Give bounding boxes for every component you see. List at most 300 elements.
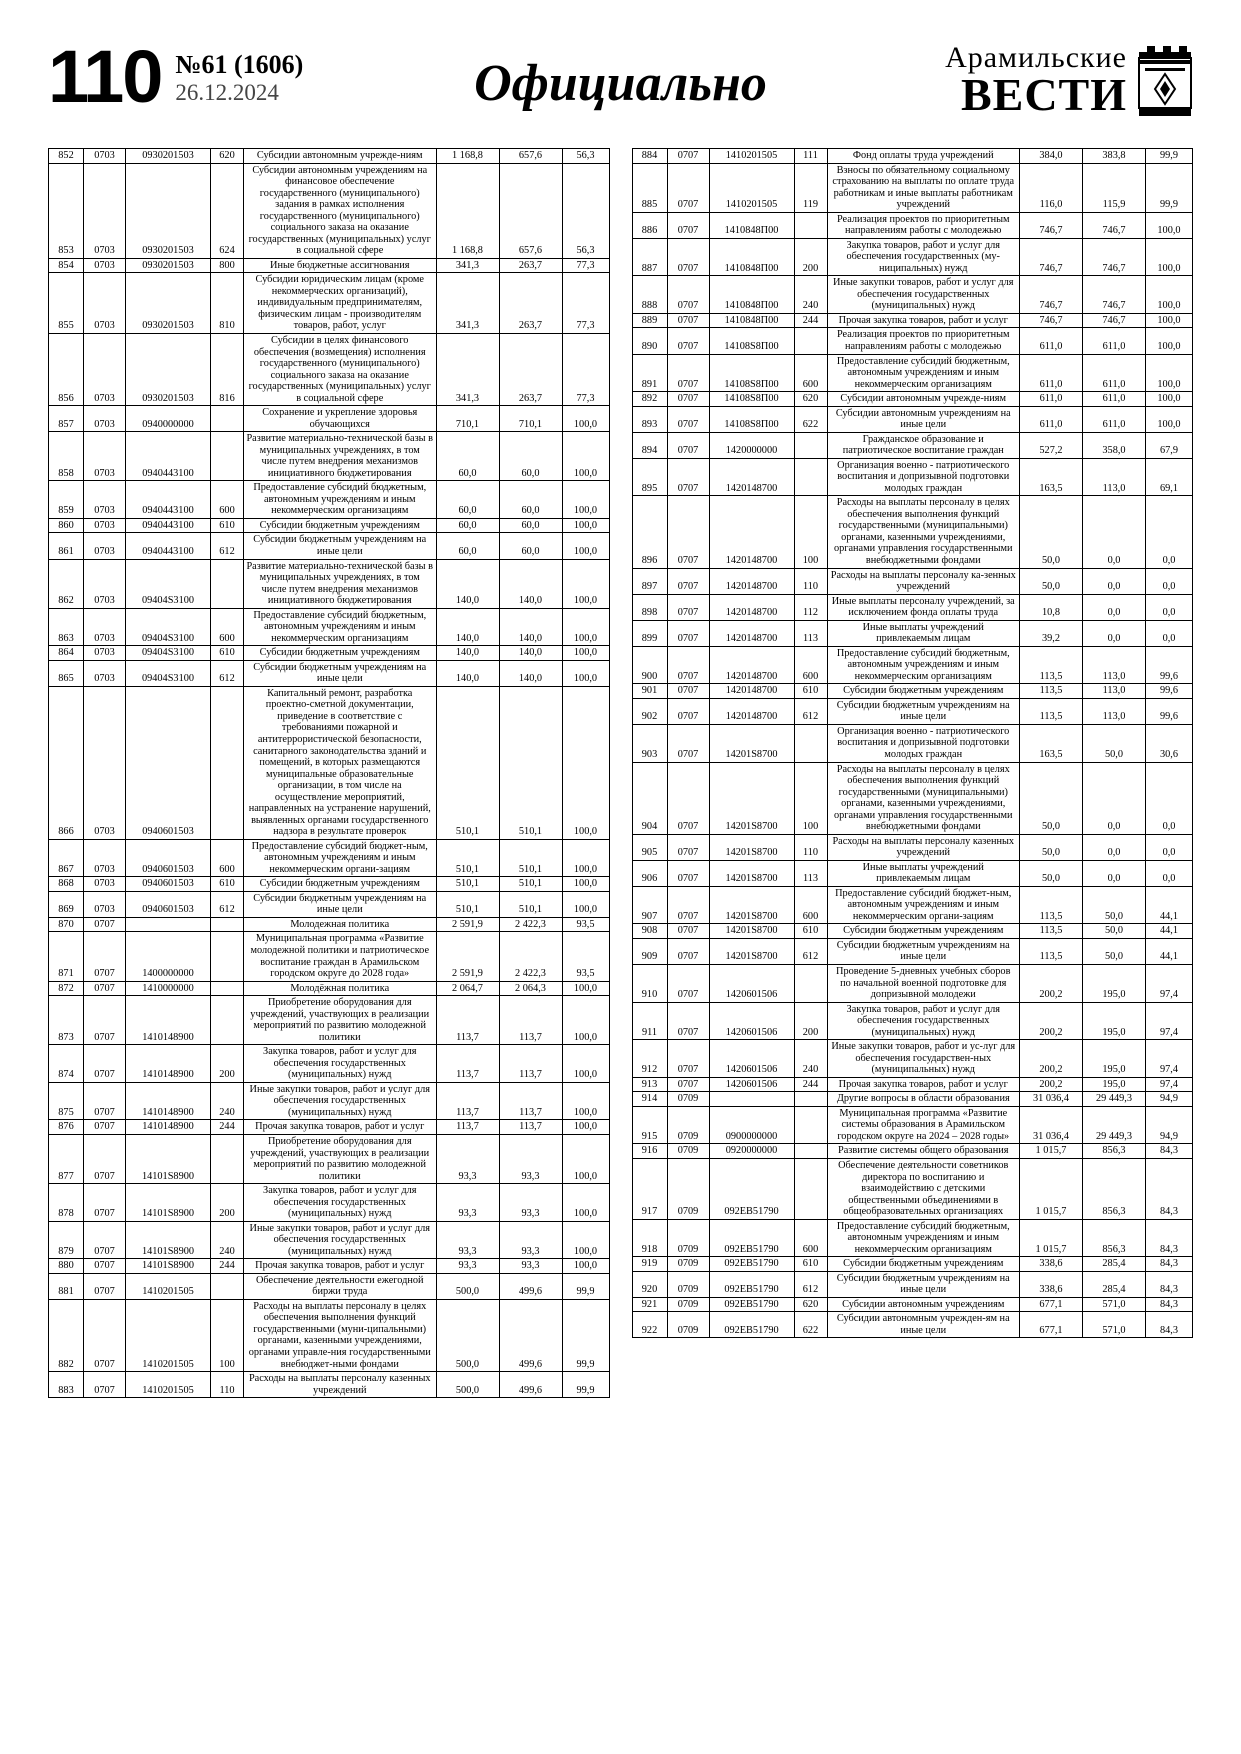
cell-sect: 0709	[667, 1312, 709, 1338]
cell-v3: 100,0	[1146, 212, 1193, 238]
cell-num: 864	[49, 646, 84, 661]
cell-vr	[211, 432, 244, 481]
table-row	[632, 276, 1193, 314]
cell-code: 0940443100	[126, 481, 211, 519]
cell-name: Организация военно - патриотического воспитания и допризывной подготовки молодых граждан	[827, 724, 1020, 762]
cell-v1: 113,5	[1020, 684, 1083, 699]
table-row	[49, 1372, 610, 1398]
cell-v2: 113,0	[1083, 646, 1146, 684]
cell-name: Муниципальная программа «Развитие системы образования в Арамильском городском округе на 2024 – 2028 годы»	[827, 1106, 1020, 1144]
table-row	[632, 1040, 1193, 1078]
cell-v3: 100,0	[562, 533, 609, 559]
cell-name: Предоставление субсидий бюджетным, автономным учреждениям и иным некоммерческим организациям	[827, 646, 1020, 684]
table-row	[49, 877, 610, 892]
cell-num: 909	[632, 938, 667, 964]
cell-num: 879	[49, 1221, 84, 1259]
cell-num: 889	[632, 313, 667, 328]
cell-name: Другие вопросы в области образования	[827, 1092, 1020, 1107]
cell-sect: 0707	[84, 1045, 126, 1083]
table-row	[632, 432, 1193, 458]
cell-v3: 100,0	[1146, 313, 1193, 328]
cell-sect: 0707	[667, 886, 709, 924]
budget-table-right	[632, 148, 1194, 1338]
cell-name: Расходы на выплаты персоналу казенных учреждений	[244, 1372, 437, 1398]
cell-code: 092ЕВ51790	[709, 1158, 794, 1219]
cell-v1: 140,0	[436, 646, 499, 661]
cell-v1: 200,2	[1020, 1040, 1083, 1078]
cell-num: 900	[632, 646, 667, 684]
cell-vr: 610	[794, 1257, 827, 1272]
cell-code: 1410848П00	[709, 212, 794, 238]
cell-v1: 93,3	[436, 1221, 499, 1259]
cell-sect: 0703	[84, 608, 126, 646]
cell-name: Проведение 5-дневных учебных сборов по начальной военной подготовке для допризывной молодежи	[827, 965, 1020, 1003]
cell-sect: 0703	[84, 518, 126, 533]
cell-sect: 0703	[84, 406, 126, 432]
table-row	[632, 568, 1193, 594]
table-row	[49, 1082, 610, 1120]
cell-vr	[794, 724, 827, 762]
cell-name: Субсидии юридическим лицам (кроме некоммерческих организаций), индивидуальным предпринимателям, физическим лицам - производителям товаров, работ, услуг	[244, 273, 437, 334]
cell-vr: 612	[794, 698, 827, 724]
cell-v1: 746,7	[1020, 212, 1083, 238]
cell-num: 890	[632, 328, 667, 354]
cell-code: 09404S3100	[126, 660, 211, 686]
cell-num: 855	[49, 273, 84, 334]
cell-v3: 99,6	[1146, 646, 1193, 684]
cell-name: Расходы на выплаты персоналу в целях обеспечения выполнения функций государственными (муни-ципальными) органами, казенными учреждениями, органами управле-ния государственными внебюджет-ными фондами	[244, 1299, 437, 1371]
cell-v3: 100,0	[562, 660, 609, 686]
cell-v2: 93,3	[499, 1134, 562, 1183]
cell-name: Предоставление субсидий бюджетным, автономным учреждениям и иным некоммерческим организациям	[827, 354, 1020, 392]
cell-num: 861	[49, 533, 84, 559]
cell-sect: 0707	[667, 568, 709, 594]
cell-v1: 163,5	[1020, 724, 1083, 762]
cell-sect: 0703	[84, 163, 126, 258]
cell-name: Иные закупки товаров, работ и услуг для обеспечения государственных (муниципальных) нужд	[244, 1082, 437, 1120]
cell-sect: 0707	[84, 1134, 126, 1183]
cell-code: 092ЕВ51790	[709, 1312, 794, 1338]
cell-num: 893	[632, 406, 667, 432]
cell-name: Субсидии бюджетным учреждениям	[827, 1257, 1020, 1272]
cell-v3: 99,9	[562, 1372, 609, 1398]
cell-v2: 358,0	[1083, 432, 1146, 458]
cell-v1: 2 064,7	[436, 981, 499, 996]
cell-code: 1410148900	[126, 996, 211, 1045]
cell-code: 1420601506	[709, 1040, 794, 1078]
cell-v2: 510,1	[499, 891, 562, 917]
cell-v2: 285,4	[1083, 1257, 1146, 1272]
cell-code: 0930201503	[126, 333, 211, 405]
cell-num: 892	[632, 392, 667, 407]
cell-v2: 113,7	[499, 1045, 562, 1083]
cell-v2: 140,0	[499, 660, 562, 686]
cell-code: 0940601503	[126, 877, 211, 892]
cell-code: 0940443100	[126, 533, 211, 559]
table-row	[632, 1271, 1193, 1297]
cell-v1: 500,0	[436, 1299, 499, 1371]
cell-v3: 97,4	[1146, 1040, 1193, 1078]
table-row	[632, 1257, 1193, 1272]
cell-v1: 338,6	[1020, 1257, 1083, 1272]
issue-number: №61 (1606)	[175, 50, 304, 79]
cell-name: Расходы на выплаты персоналу ка-зенных учреждений	[827, 568, 1020, 594]
table-row	[632, 1144, 1193, 1159]
cell-v1: 50,0	[1020, 834, 1083, 860]
cell-v3: 100,0	[1146, 328, 1193, 354]
cell-num: 869	[49, 891, 84, 917]
cell-num: 897	[632, 568, 667, 594]
cell-v3: 99,9	[562, 1299, 609, 1371]
cell-v3: 100,0	[562, 406, 609, 432]
table-row	[632, 1297, 1193, 1312]
cell-v1: 140,0	[436, 608, 499, 646]
cell-sect: 0709	[667, 1257, 709, 1272]
cell-sect: 0703	[84, 686, 126, 839]
cell-v3: 99,6	[1146, 684, 1193, 699]
cell-sect: 0707	[84, 932, 126, 981]
cell-v3: 84,3	[1146, 1312, 1193, 1338]
cell-num: 882	[49, 1299, 84, 1371]
cell-sect: 0707	[84, 1372, 126, 1398]
cell-vr: 119	[794, 163, 827, 212]
cell-v2: 2 422,3	[499, 917, 562, 932]
table-row	[632, 328, 1193, 354]
cell-v1: 500,0	[436, 1273, 499, 1299]
cell-v2: 60,0	[499, 432, 562, 481]
cell-num: 894	[632, 432, 667, 458]
cell-v1: 338,6	[1020, 1271, 1083, 1297]
cell-name: Прочая закупка товаров, работ и услуг	[827, 1077, 1020, 1092]
cell-vr: 610	[211, 877, 244, 892]
cell-v1: 2 591,9	[436, 917, 499, 932]
cell-sect: 0707	[84, 1273, 126, 1299]
cell-v3: 100,0	[562, 839, 609, 877]
cell-vr: 612	[794, 1271, 827, 1297]
cell-name: Субсидии бюджетным учреждениям на иные цели	[244, 891, 437, 917]
cell-v2: 29 449,3	[1083, 1092, 1146, 1107]
cell-name: Расходы на выплаты персоналу в целях обеспечения выполнения функций государственными (муниципальными) органами, казенными учреждениями, органами управления государственными внебюджетными фондами	[827, 762, 1020, 834]
cell-v3: 100,0	[562, 1082, 609, 1120]
table-row	[632, 762, 1193, 834]
cell-v3: 100,0	[562, 608, 609, 646]
cell-code: 092ЕВ51790	[709, 1297, 794, 1312]
cell-v2: 0,0	[1083, 860, 1146, 886]
cell-sect: 0703	[84, 559, 126, 608]
cell-num: 868	[49, 877, 84, 892]
cell-sect: 0707	[667, 698, 709, 724]
cell-v1: 60,0	[436, 481, 499, 519]
budget-table-left	[48, 148, 610, 1398]
cell-sect: 0707	[667, 924, 709, 939]
cell-code: 0940443100	[126, 518, 211, 533]
cell-vr: 112	[794, 594, 827, 620]
cell-v3: 84,3	[1146, 1158, 1193, 1219]
cell-vr: 200	[211, 1045, 244, 1083]
cell-vr: 816	[211, 333, 244, 405]
cell-v1: 746,7	[1020, 313, 1083, 328]
cell-v3: 100,0	[1146, 354, 1193, 392]
cell-sect: 0707	[667, 724, 709, 762]
cell-vr: 600	[211, 839, 244, 877]
cell-v3: 44,1	[1146, 938, 1193, 964]
cell-num: 857	[49, 406, 84, 432]
cell-sect: 0707	[667, 313, 709, 328]
cell-name: Закупка товаров, работ и услуг для обеспечения государственных (муниципальных) нужд	[244, 1045, 437, 1083]
cell-name: Предоставление субсидий бюджетным, автономным учреждениям и иным некоммерческим организациям	[244, 608, 437, 646]
cell-num: 866	[49, 686, 84, 839]
cell-num: 904	[632, 762, 667, 834]
cell-sect: 0707	[84, 1299, 126, 1371]
cell-vr: 610	[794, 684, 827, 699]
cell-v1: 113,5	[1020, 886, 1083, 924]
cell-name: Субсидии бюджетным учреждениям	[827, 924, 1020, 939]
cell-v2: 0,0	[1083, 568, 1146, 594]
cell-vr: 800	[211, 258, 244, 273]
cell-v1: 113,7	[436, 1120, 499, 1135]
cell-num: 914	[632, 1092, 667, 1107]
cell-code: 14201S8700	[709, 924, 794, 939]
cell-num: 913	[632, 1077, 667, 1092]
cell-v3: 84,3	[1146, 1219, 1193, 1257]
cell-sect: 0707	[667, 1002, 709, 1040]
cell-sect: 0709	[667, 1144, 709, 1159]
cell-v3: 77,3	[562, 333, 609, 405]
table-row	[632, 834, 1193, 860]
cell-name: Развитие системы общего образования	[827, 1144, 1020, 1159]
cell-vr: 612	[211, 533, 244, 559]
cell-num: 916	[632, 1144, 667, 1159]
cell-vr	[211, 996, 244, 1045]
cell-v2: 140,0	[499, 608, 562, 646]
cell-name: Субсидии в целях финансового обеспечения (возмещения) исполнения государственного (муниципального) социального заказа на оказание государственных (муниципальных) услуг в социальной сфере	[244, 333, 437, 405]
cell-name: Субсидии бюджетным учреждениям на иные цели	[244, 660, 437, 686]
cell-v1: 1 015,7	[1020, 1144, 1083, 1159]
cell-num: 907	[632, 886, 667, 924]
cell-name: Субсидии бюджетным учреждениям на иные цели	[244, 533, 437, 559]
cell-code: 0940601503	[126, 686, 211, 839]
cell-code: 1410148900	[126, 1120, 211, 1135]
cell-num: 906	[632, 860, 667, 886]
cell-v3: 100,0	[562, 891, 609, 917]
cell-num: 863	[49, 608, 84, 646]
cell-code: 14201S8700	[709, 834, 794, 860]
cell-sect: 0707	[667, 163, 709, 212]
cell-code: 14201S8700	[709, 860, 794, 886]
cell-v3: 56,3	[562, 149, 609, 164]
cell-vr: 620	[794, 1297, 827, 1312]
cell-code: 0930201503	[126, 163, 211, 258]
cell-name: Субсидии бюджетным учреждениям на иные цели	[827, 698, 1020, 724]
cell-num: 891	[632, 354, 667, 392]
cell-v3: 77,3	[562, 273, 609, 334]
cell-v1: 611,0	[1020, 328, 1083, 354]
cell-num: 852	[49, 149, 84, 164]
cell-v1: 341,3	[436, 258, 499, 273]
cell-vr: 600	[794, 354, 827, 392]
cell-v3: 84,3	[1146, 1257, 1193, 1272]
cell-v3: 100,0	[1146, 276, 1193, 314]
cell-v3: 97,4	[1146, 965, 1193, 1003]
cell-v1: 1 015,7	[1020, 1219, 1083, 1257]
cell-v3: 93,5	[562, 932, 609, 981]
cell-v1: 140,0	[436, 559, 499, 608]
left-column	[48, 148, 610, 1398]
cell-num: 883	[49, 1372, 84, 1398]
cell-sect: 0707	[667, 646, 709, 684]
table-row	[632, 1158, 1193, 1219]
cell-code: 1420148700	[709, 684, 794, 699]
table-row	[49, 1273, 610, 1299]
cell-vr: 110	[794, 834, 827, 860]
cell-name: Реализация проектов по приоритетным направлениям работы с молодежью	[827, 328, 1020, 354]
table-row	[632, 684, 1193, 699]
cell-name: Субсидии автономным учрежде-ниям	[827, 392, 1020, 407]
cell-v2: 113,7	[499, 1082, 562, 1120]
cell-num: 875	[49, 1082, 84, 1120]
cell-sect: 0703	[84, 333, 126, 405]
cell-vr: 610	[211, 518, 244, 533]
table-row	[49, 518, 610, 533]
cell-v3: 0,0	[1146, 496, 1193, 568]
cell-name: Приобретение оборудования для учреждений, участвующих в реализации мероприятий по развитию молодежной политики	[244, 996, 437, 1045]
cell-vr: 100	[211, 1299, 244, 1371]
cell-vr: 624	[211, 163, 244, 258]
cell-num: 877	[49, 1134, 84, 1183]
cell-v2: 50,0	[1083, 886, 1146, 924]
cell-num: 886	[632, 212, 667, 238]
cell-name: Обеспечение деятельности ежегодной биржи труда	[244, 1273, 437, 1299]
cell-code: 1420148700	[709, 568, 794, 594]
two-column-table-area	[48, 148, 1193, 1398]
table-row	[49, 1184, 610, 1222]
cell-v2: 746,7	[1083, 212, 1146, 238]
cell-name: Субсидии автономным учрежде-ниям	[244, 149, 437, 164]
cell-v3: 94,9	[1146, 1106, 1193, 1144]
cell-name: Предоставление субсидий бюджет-ным, автономным учреждениям и иным некоммерческим органи-зациям	[827, 886, 1020, 924]
cell-sect: 0707	[667, 762, 709, 834]
cell-sect: 0707	[667, 860, 709, 886]
cell-v3: 100,0	[562, 1259, 609, 1274]
cell-v2: 60,0	[499, 533, 562, 559]
cell-sect: 0703	[84, 432, 126, 481]
table-row	[49, 1221, 610, 1259]
cell-name: Иные бюджетные ассигнования	[244, 258, 437, 273]
cell-code: 1420148700	[709, 594, 794, 620]
cell-vr	[211, 686, 244, 839]
cell-code: 1410201505	[709, 149, 794, 164]
cell-v1: 50,0	[1020, 860, 1083, 886]
table-row	[49, 686, 610, 839]
cell-v1: 31 036,4	[1020, 1092, 1083, 1107]
cell-v1: 50,0	[1020, 762, 1083, 834]
cell-code: 0920000000	[709, 1144, 794, 1159]
cell-v3: 100,0	[562, 432, 609, 481]
cell-num: 854	[49, 258, 84, 273]
cell-num: 908	[632, 924, 667, 939]
cell-vr: 622	[794, 406, 827, 432]
cell-code: 14201S8700	[709, 724, 794, 762]
cell-v1: 113,5	[1020, 646, 1083, 684]
cell-name: Закупка товаров, работ и услуг для обеспечения государственных (муниципальных) нужд	[244, 1184, 437, 1222]
cell-v2: 263,7	[499, 258, 562, 273]
table-row	[632, 698, 1193, 724]
table-row	[49, 917, 610, 932]
cell-name: Прочая закупка товаров, работ и услуг	[244, 1120, 437, 1135]
cell-vr: 244	[211, 1120, 244, 1135]
cell-v2: 113,0	[1083, 698, 1146, 724]
table-row	[632, 646, 1193, 684]
cell-name: Субсидии бюджетным учреждениям на иные цели	[827, 1271, 1020, 1297]
cell-num: 902	[632, 698, 667, 724]
page-number: 110	[48, 35, 162, 118]
cell-sect: 0703	[84, 660, 126, 686]
cell-name: Иные выплаты учреждений привлекаемым лицам	[827, 860, 1020, 886]
cell-name: Муниципальная программа «Развитие молодежной политики и патриотическое воспитание граждан в Арамильском городском округе до 2028 года»	[244, 932, 437, 981]
cell-sect: 0703	[84, 533, 126, 559]
cell-v3: 56,3	[562, 163, 609, 258]
table-row	[632, 163, 1193, 212]
cell-sect: 0707	[667, 594, 709, 620]
cell-sect: 0707	[84, 1120, 126, 1135]
table-row	[49, 149, 610, 164]
cell-vr: 600	[211, 481, 244, 519]
cell-sect: 0703	[84, 891, 126, 917]
cell-v2: 60,0	[499, 518, 562, 533]
cell-v2: 50,0	[1083, 924, 1146, 939]
brand-logo	[945, 40, 1193, 118]
cell-v1: 510,1	[436, 877, 499, 892]
cell-v1: 60,0	[436, 432, 499, 481]
cell-v2: 195,0	[1083, 1077, 1146, 1092]
cell-v1: 113,7	[436, 1082, 499, 1120]
cell-v1: 510,1	[436, 686, 499, 839]
cell-v1: 60,0	[436, 533, 499, 559]
cell-sect: 0707	[667, 834, 709, 860]
cell-v1: 677,1	[1020, 1312, 1083, 1338]
table-row	[632, 1312, 1193, 1338]
cell-name: Приобретение оборудования для учреждений, участвующих в реализации мероприятий по развитию молодежной политики	[244, 1134, 437, 1183]
cell-code: 14108S8П00	[709, 354, 794, 392]
cell-code: 1410848П00	[709, 276, 794, 314]
table-row	[49, 432, 610, 481]
cell-v1: 93,3	[436, 1134, 499, 1183]
table-row	[49, 406, 610, 432]
cell-v3: 100,0	[562, 981, 609, 996]
table-row	[632, 313, 1193, 328]
cell-vr	[794, 1106, 827, 1144]
cell-sect: 0707	[84, 1259, 126, 1274]
cell-v2: 2 422,3	[499, 932, 562, 981]
cell-v2: 93,3	[499, 1221, 562, 1259]
cell-code: 14101S8900	[126, 1134, 211, 1183]
cell-code: 1410201505	[709, 163, 794, 212]
cell-sect: 0703	[84, 481, 126, 519]
cell-vr	[211, 1134, 244, 1183]
cell-vr	[794, 1092, 827, 1107]
cell-code: 0900000000	[709, 1106, 794, 1144]
cell-code: 0930201503	[126, 273, 211, 334]
cell-v2: 263,7	[499, 333, 562, 405]
cell-sect: 0707	[667, 276, 709, 314]
table-row	[632, 938, 1193, 964]
cell-vr: 111	[794, 149, 827, 164]
cell-code: 14101S8900	[126, 1221, 211, 1259]
cell-sect: 0707	[667, 328, 709, 354]
cell-num: 910	[632, 965, 667, 1003]
cell-num: 922	[632, 1312, 667, 1338]
cell-code: 0930201503	[126, 149, 211, 164]
